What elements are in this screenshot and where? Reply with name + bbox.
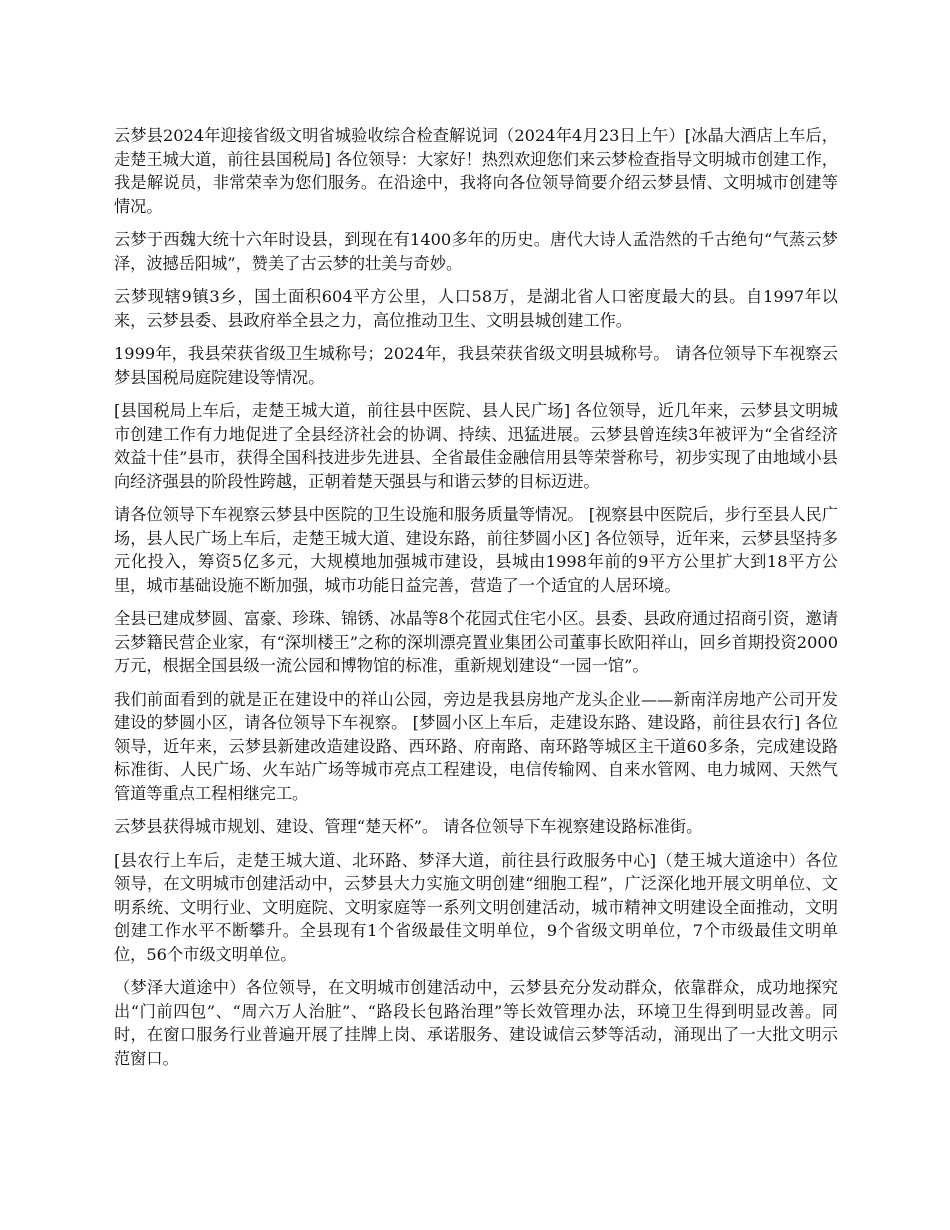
paragraph-honors: 1999年，我县荣获省级卫生城称号；2024年，我县荣获省级文明县城称号。 请各位领导下车视察云梦县国税局庭院建设等情况。 bbox=[114, 344, 838, 387]
paragraph-park-infrastructure: 我们前面看到的就是正在建设中的祥山公园，旁边是我县房地产龙头企业——新南洋房地产公司开发建设的梦圆小区，请各位领导下车视察。 [梦圆小区上车后，走建设东路、建设路，前往县农行] 各位领导，近年来，云梦县新建改造建设路、西环路、府南路、南环路等城区主干道60多条，完成建设路标准街、人民广场、火车站广场等城市亮点工程建设，电信传输网、自来水管网、电力城网、天然气管道等重点工程相继完工。 bbox=[114, 689, 838, 803]
paragraph-sanitation: （梦泽大道途中）各位领导，在文明城市创建活动中，云梦县充分发动群众，依靠群众，成功地探究出“门前四包”、“周六万人治脏”、“路段长包路治理”等长效管理办法，环境卫生得到明显改善。同时，在窗口服务行业普遍开展了挂牌上岗、承诺服务、建设诚信云梦等活动，涌现出了一大批文明示范窗口。 bbox=[114, 978, 838, 1068]
paragraph-hospital-urban: 请各位领导下车视察云梦县中医院的卫生设施和服务质量等情况。 [视察县中医院后，步行至县人民广场，县人民广场上车后，走楚王城大道、建设东路，前往梦圆小区] 各位领导，近年来，云梦县坚持多元化投入，筹资5亿多元，大规模地加强城市建设，县城由1998年前的9平方公里扩大到18平方公里，城市基础设施不断加强，城市功能日益完善，营造了一个适宜的人居环境。 bbox=[114, 505, 838, 595]
paragraph-economy: [县国税局上车后，走楚王城大道，前往县中医院、县人民广场] 各位领导，近几年来，云梦县文明城市创建工作有力地促进了全县经济社会的协调、持续、迅猛进展。云梦县曾连续3年被评为“全省经济效益十佳”县市，获得全国科技进步先进县、全省最佳金融信用县等荣誉称号，初步实现了由地域小县向经济强县的阶段性跨越，正朝着楚天强县与和谐云梦的目标迈进。 bbox=[114, 401, 838, 491]
paragraph-civilization: [县农行上车后，走楚王城大道、北环路、梦泽大道，前往县行政服务中心]（楚王城大道途中）各位领导，在文明城市创建活动中，云梦县大力实施文明创建“细胞工程”，广泛深化地开展文明单位、文明系统、文明行业、文明庭院、文明家庭等一系列文明创建活动，城市精神文明建设全面推动，文明创建工作水平不断攀升。全县现有1个省级最佳文明单位，9个省级文明单位，7个市级最佳文明单位，56个市级文明单位。 bbox=[114, 850, 838, 964]
paragraph-residential: 全县已建成梦圆、富豪、珍珠、锦锈、冰晶等8个花园式住宅小区。县委、县政府通过招商引资，邀请云梦籍民营企业家，有“深圳楼王”之称的深圳漂亮置业集团公司董事长欧阳祥山，回乡首期投资2000万元，根据全国县级一流公园和博物馆的标准，重新规划建设“一园一馆”。 bbox=[114, 609, 838, 675]
paragraph-intro: 云梦县2024年迎接省级文明省城验收综合检查解说词（2024年4月23日上午）[冰晶大酒店上车后，走楚王城大道，前往县国税局] 各位领导：大家好！热烈欢迎您们来云梦检查指导文明城市创建工作，我是解说员，非常荣幸为您们服务。在沿途中，我将向各位领导简要介绍云梦县情、文明城市创建等情况。 bbox=[114, 126, 838, 216]
paragraph-history: 云梦于西魏大统十六年时设县，到现在有1400多年的历史。唐代大诗人孟浩然的千古绝句“气蒸云梦泽，波撼岳阳城”，赞美了古云梦的壮美与奇妙。 bbox=[114, 230, 838, 273]
paragraph-county-overview: 云梦现辖9镇3乡，国土面积604平方公里，人口58万，是湖北省人口密度最大的县。自1997年以来，云梦县委、县政府举全县之力，高位推动卫生、文明县城创建工作。 bbox=[114, 287, 838, 330]
paragraph-award: 云梦县获得城市规划、建设、管理“楚天杯”。 请各位领导下车视察建设路标准街。 bbox=[114, 817, 703, 836]
document-page bbox=[114, 124, 838, 1080]
